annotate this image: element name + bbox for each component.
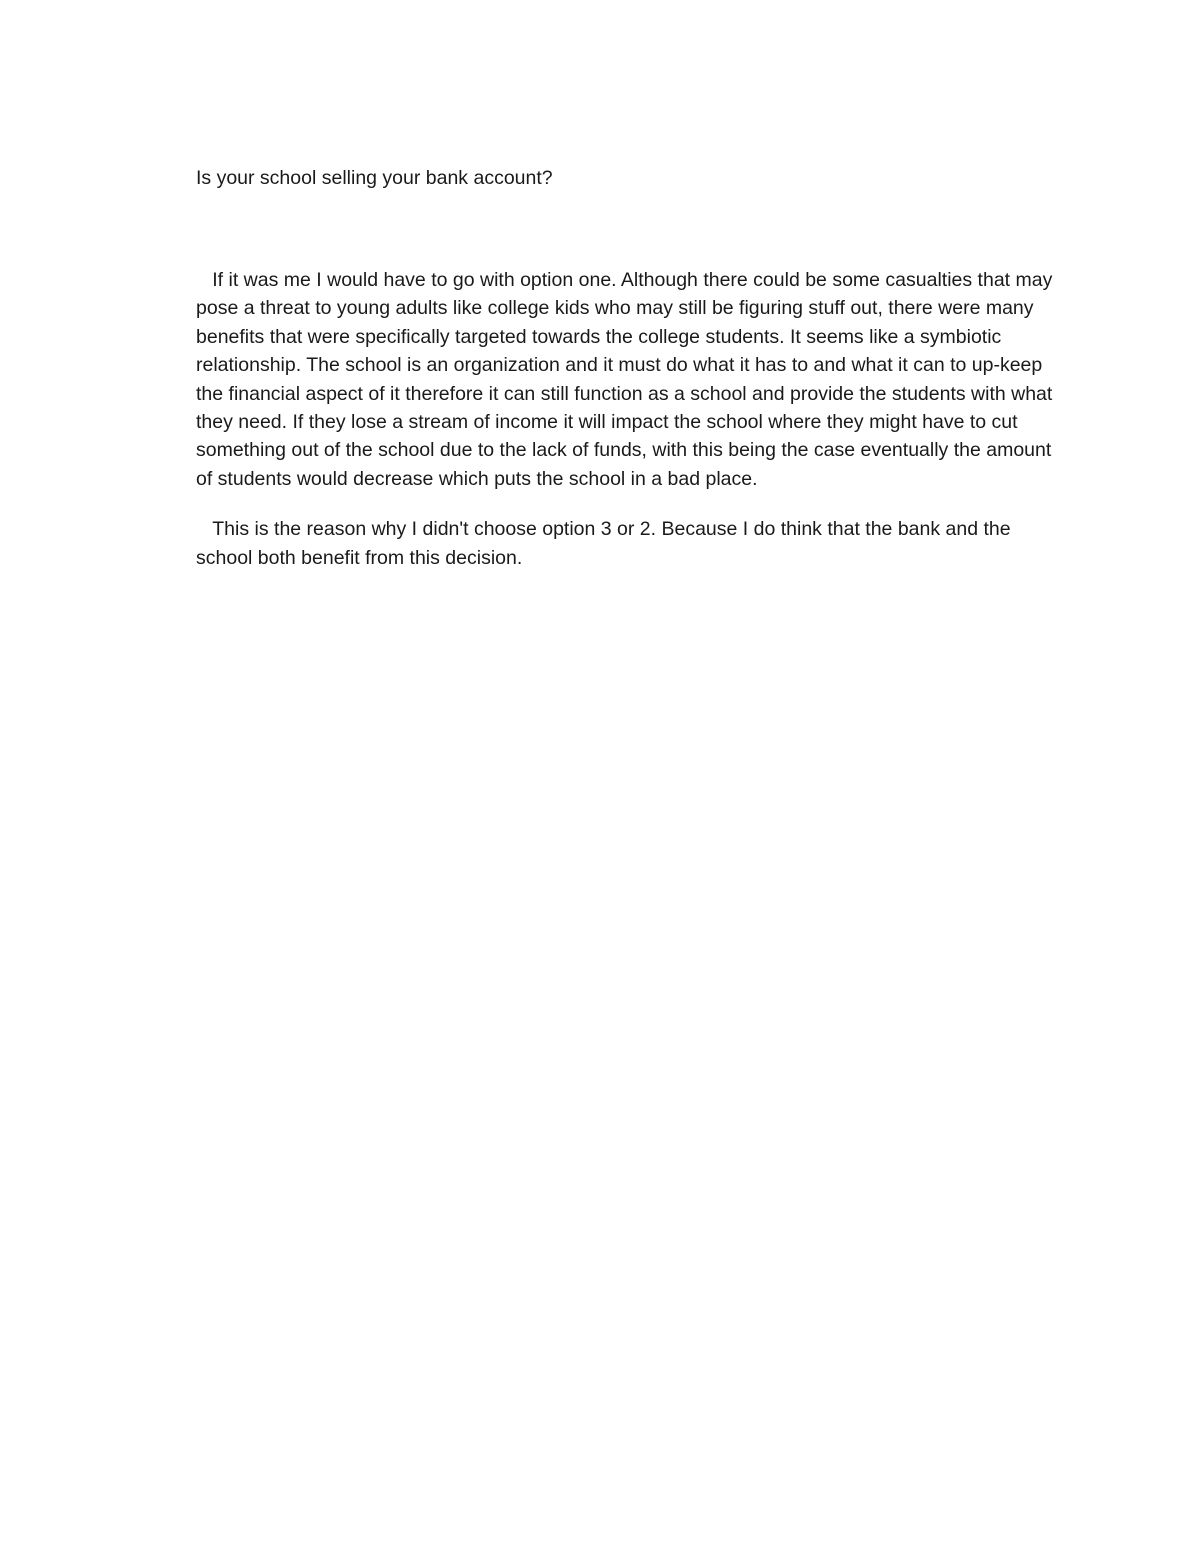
document-title: Is your school selling your bank account? — [196, 167, 553, 189]
paragraph-option-one: If it was me I would have to go with option one. Although there could be some casualties that may pose a threat to young adults like college kids who may still be figuring stuff out, there were many benefits that were specifically targeted towards the college students. It seems like a symbiotic relationship. The school is an organization and it must do what it has to and what it can to up-keep the financial aspect of it therefore it can still function as a school and provide the students with what they need. If they lose a stream of income it will impact the school where they might have to cut something out of the school due to the lack of funds, with this being the case eventually the amount of students would decrease which puts the school in a bad place. — [196, 269, 1058, 490]
document-body — [196, 162, 1066, 572]
paragraph-reason: This is the reason why I didn't choose option 3 or 2. Because I do think that the bank and the school both benefit from this decision. — [196, 518, 1016, 569]
